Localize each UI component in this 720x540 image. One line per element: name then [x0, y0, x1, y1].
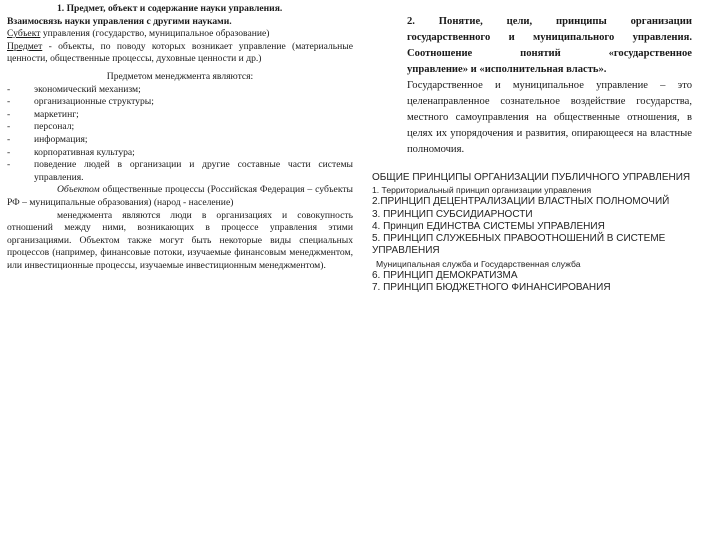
principle-2: 2.ПРИНЦИП ДЕЦЕНТРАЛИЗАЦИИ ВЛАСТНЫХ ПОЛНОМОЧИЙ: [372, 196, 670, 208]
management-paragraph: менеджмента являются люди в организациях и совокупность отношений между ними, возникающих в процессе управления этими организациями. Объектом также могут быть некоторые виды специальных процессов (например, финансовые потоки, изучаемые финансовым менеджментом, или инвестиционные процессы, изучаемые инвестиционным менеджментом).: [7, 209, 353, 271]
left-column: [7, 3, 353, 272]
list-item: - информация;: [7, 134, 353, 147]
principles-title: ОБЩИЕ ПРИНЦИПЫ ОРГАНИЗАЦИИ ПУБЛИЧНОГО УПРАВЛЕНИЯ: [372, 172, 691, 183]
principle-5-note: Муниципальная служба и Государственная служба: [376, 258, 581, 269]
subjects-list: [7, 84, 353, 185]
principles-list: [372, 172, 702, 294]
principle-3: 3. ПРИНЦИП СУБСИДИАРНОСТИ: [372, 208, 533, 220]
right-heading-line3: управление» и «исполнительная власть».: [407, 64, 607, 75]
principle-5: 5. ПРИНЦИП СЛУЖЕБНЫХ ПРАВООТНОШЕНИЙ В СИСТЕМЕ УПРАВЛЕНИЯ: [372, 233, 666, 257]
objects-text: общественные процессы (Российская Федерация – субъекты РФ – муниципальные образования) (народ - население): [7, 184, 353, 208]
subject-term: Субъект: [7, 28, 41, 40]
subjects-intro: Предметом менеджмента являются:: [106, 70, 254, 82]
definition-paragraph: Государственное и муниципальное управление – это целенаправленное сознательное воздействие государства, местного самоуправления на общественные отношения, в целях их упорядочения и развития, опирающееся на властные полномочия.: [407, 80, 692, 155]
principle-6: 6. ПРИНЦИП ДЕМОКРАТИЗМА: [372, 269, 518, 281]
list-item: - организационные структуры;: [7, 96, 353, 109]
object-term: Предмет: [7, 40, 43, 52]
left-subtitle: Взаимосвязь науки управления с другими науками.: [7, 15, 232, 27]
list-item: - маркетинг;: [7, 109, 353, 122]
right-heading: 2. Понятие, цели, принципы организации государственного и муниципального управления.: [407, 16, 692, 43]
object-text: - объекты, по поводу которых возникает управление (материальные ценности, общественные процессы, духовные ценности и др.): [7, 40, 353, 65]
objects-term: Объектом: [57, 184, 100, 196]
list-item: - поведение людей в организации и другие составные части системы управления.: [7, 159, 353, 184]
list-item: - корпоративная культура;: [7, 147, 353, 160]
list-item: - персонал;: [7, 121, 353, 134]
right-heading-line2: Соотношение понятий «государственное: [407, 48, 692, 59]
principle-1: 1. Территориальный принцип организации управления: [372, 185, 592, 196]
principle-7: 7. ПРИНЦИП БЮДЖЕТНОГО ФИНАНСИРОВАНИЯ: [372, 282, 611, 294]
subject-definition: [7, 28, 353, 41]
objects-definition: [7, 184, 353, 209]
list-item: - экономический механизм;: [7, 84, 353, 97]
subject-text: управления (государство, муниципальное образование): [40, 28, 270, 40]
principle-4: 4. Принцип ЕДИНСТВА СИСТЕМЫ УПРАВЛЕНИЯ: [372, 220, 605, 232]
right-heading-block: [407, 14, 692, 158]
object-definition: [7, 41, 353, 66]
left-title: 1. Предмет, объект и содержание науки управления.: [57, 3, 283, 14]
